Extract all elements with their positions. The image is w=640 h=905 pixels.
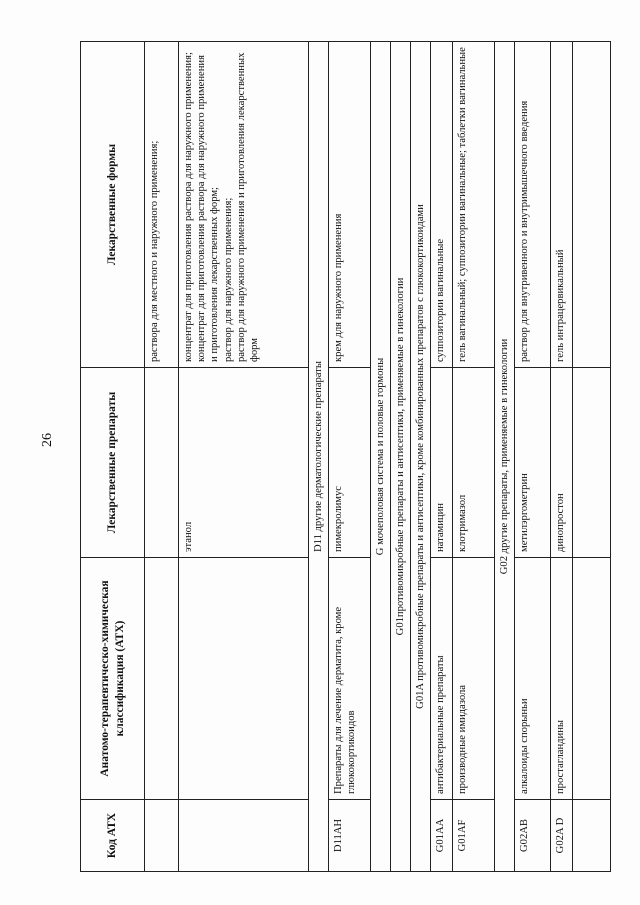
row-drug: клотримазол xyxy=(453,368,495,558)
row-drug: метилэргометрин xyxy=(515,368,551,558)
table-row xyxy=(573,42,611,872)
drug-table-wrapper xyxy=(80,42,570,872)
row-classification xyxy=(179,558,309,800)
row-drug: натамицин xyxy=(431,368,453,558)
row-classification: производные имидазола xyxy=(453,558,495,800)
row-drug: динопростон xyxy=(551,368,573,558)
section-row xyxy=(309,42,329,872)
header-classification: Анатомо-терапевтическо-химическая классификация (АТХ) xyxy=(81,558,145,800)
row-forms: раствор для внутривенного и внутримышечного введения xyxy=(515,42,551,368)
row-classification: алкалоиды спорыньи xyxy=(515,558,551,800)
page-number: 26 xyxy=(40,433,55,447)
row-classification xyxy=(145,558,179,800)
table-row xyxy=(179,42,309,872)
table-row xyxy=(145,42,179,872)
table-row xyxy=(551,42,573,872)
section-heading: D11 другие дерматологические препараты xyxy=(309,42,329,872)
section-row xyxy=(371,42,391,872)
row-classification: Препараты для лечение дерматита, кроме глюкокортикоидов xyxy=(329,558,371,800)
form-line: раствор для наружного применения; xyxy=(222,197,234,362)
empty-cell xyxy=(573,42,611,368)
row-code: D11AH xyxy=(329,800,371,872)
section-heading: G02 другие препараты, применяемые в гинекологии xyxy=(495,42,515,872)
row-classification: простагландины xyxy=(551,558,573,800)
table-header-row xyxy=(81,42,145,872)
section-row xyxy=(391,42,411,872)
section-row xyxy=(411,42,431,872)
row-drug: этанол xyxy=(179,368,309,558)
row-code: G01AF xyxy=(453,800,495,872)
row-forms: суппозитории вагинальные xyxy=(431,42,453,368)
row-classification: антибактериальные препараты xyxy=(431,558,453,800)
row-drug: пимекролимус xyxy=(329,368,371,558)
drug-table xyxy=(80,41,611,872)
table-row xyxy=(453,42,495,872)
form-line: концентрат для приготовления раствора для наружного применения и приготовления лекарственных форм; xyxy=(196,55,221,362)
table-row xyxy=(515,42,551,872)
row-code: G02AB xyxy=(515,800,551,872)
row-code: G01AA xyxy=(431,800,453,872)
empty-cell xyxy=(573,368,611,558)
header-drugs: Лекарственные препараты xyxy=(81,368,145,558)
form-line: раствор для наружного применения и приготовления лекарственных форм xyxy=(235,52,261,362)
row-forms: раствора для местного и наружного применения; xyxy=(145,42,179,368)
section-heading: G мочеполовая система и половые гормоны xyxy=(371,42,391,872)
row-forms: гель вагинальный; суппозитории вагинальные; таблетки вагинальные xyxy=(453,42,495,368)
row-drug xyxy=(145,368,179,558)
row-code xyxy=(145,800,179,872)
table-row xyxy=(329,42,371,872)
table-row xyxy=(431,42,453,872)
header-code: Код АТХ xyxy=(81,800,145,872)
header-forms: Лекарственные формы xyxy=(81,42,145,368)
empty-cell xyxy=(573,558,611,800)
row-code: G02A D xyxy=(551,800,573,872)
section-row xyxy=(495,42,515,872)
row-forms: гель интрацервикальный xyxy=(551,42,573,368)
section-heading: G01противомикробные препараты и антисептики, применяемые в гинекологии xyxy=(391,42,411,872)
row-code xyxy=(179,800,309,872)
row-forms: крем для наружного применения xyxy=(329,42,371,368)
form-line: концентрат для приготовления раствора для наружного применения; xyxy=(183,52,194,362)
row-forms xyxy=(179,42,309,368)
section-heading: G01A противомикробные препараты и антисептики, кроме комбинированных препаратов с глюкокортикоидами xyxy=(411,42,431,872)
empty-cell xyxy=(573,800,611,872)
